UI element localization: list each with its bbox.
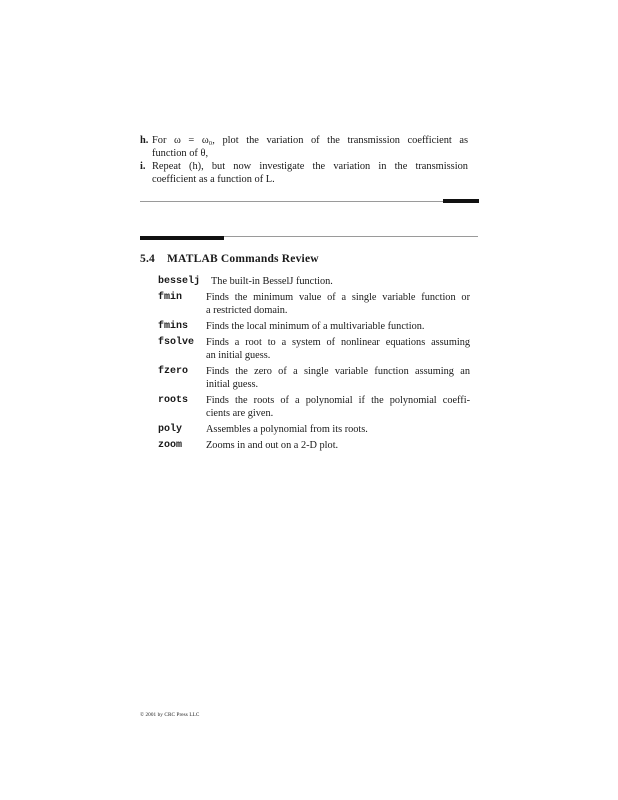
problem-text-line: For ω = ω₀, plot the variation of the transmission coefficient as	[152, 135, 468, 146]
command-list	[158, 275, 470, 455]
problem-label: i.	[140, 161, 146, 172]
command-description-line: Finds a root to a system of nonlinear equations assuming	[206, 337, 470, 348]
section-number: 5.4	[140, 253, 155, 265]
problem-label: h.	[140, 135, 149, 146]
section-title: MATLAB Commands Review	[167, 253, 319, 265]
command-row-roots	[158, 394, 470, 420]
command-name: besselj	[158, 276, 201, 287]
command-description-line: The built-in BesselJ function.	[211, 276, 333, 287]
command-description-line: cients are given.	[206, 408, 274, 419]
command-row-fzero	[158, 365, 470, 391]
problem-item-h	[140, 134, 468, 160]
command-row-poly	[158, 423, 470, 436]
command-description-line: Zooms in and out on a 2-D plot.	[206, 440, 339, 451]
end-of-problems-bar	[443, 199, 479, 203]
command-name: roots	[158, 395, 189, 406]
command-description	[206, 439, 470, 452]
command-description	[206, 394, 470, 420]
problem-text	[152, 134, 468, 160]
command-description	[211, 275, 470, 288]
copyright-footer: © 2001 by CRC Press LLC	[140, 712, 200, 718]
command-description	[206, 423, 470, 436]
command-row-zoom	[158, 439, 470, 452]
command-row-besselj	[158, 275, 470, 288]
command-row-fsolve	[158, 336, 470, 362]
command-description-line: initial guess.	[206, 379, 259, 390]
command-row-fmin	[158, 291, 470, 317]
problem-item-i	[140, 160, 468, 186]
command-description-line: a restricted domain.	[206, 305, 288, 316]
section-heading	[140, 253, 319, 265]
command-description-line: an initial guess.	[206, 350, 271, 361]
problem-text-line: function of θ,	[152, 148, 209, 159]
command-name: fzero	[158, 366, 189, 377]
command-name: fmin	[158, 292, 183, 303]
command-description-line: Finds the local minimum of a multivariable function.	[206, 321, 425, 332]
section-bar	[140, 236, 224, 240]
command-description	[206, 320, 470, 333]
command-description	[206, 336, 470, 362]
problem-text-line: Repeat (h), but now investigate the variation in the transmission	[152, 161, 468, 172]
problem-text-line: coefficient as a function of L.	[152, 174, 275, 185]
command-name: zoom	[158, 440, 183, 451]
problem-text	[152, 160, 468, 186]
command-name: fmins	[158, 321, 189, 332]
command-description	[206, 291, 470, 317]
command-description-line: Finds the zero of a single variable function assuming an	[206, 366, 470, 377]
command-description-line: Finds the minimum value of a single variable function or	[206, 292, 470, 303]
command-row-fmins	[158, 320, 470, 333]
command-name: poly	[158, 424, 183, 435]
command-description-line: Assembles a polynomial from its roots.	[206, 424, 368, 435]
command-description	[206, 365, 470, 391]
command-description-line: Finds the roots of a polynomial if the polynomial coeffi-	[206, 395, 470, 406]
command-name: fsolve	[158, 337, 195, 348]
end-of-problems-rule	[140, 201, 478, 202]
